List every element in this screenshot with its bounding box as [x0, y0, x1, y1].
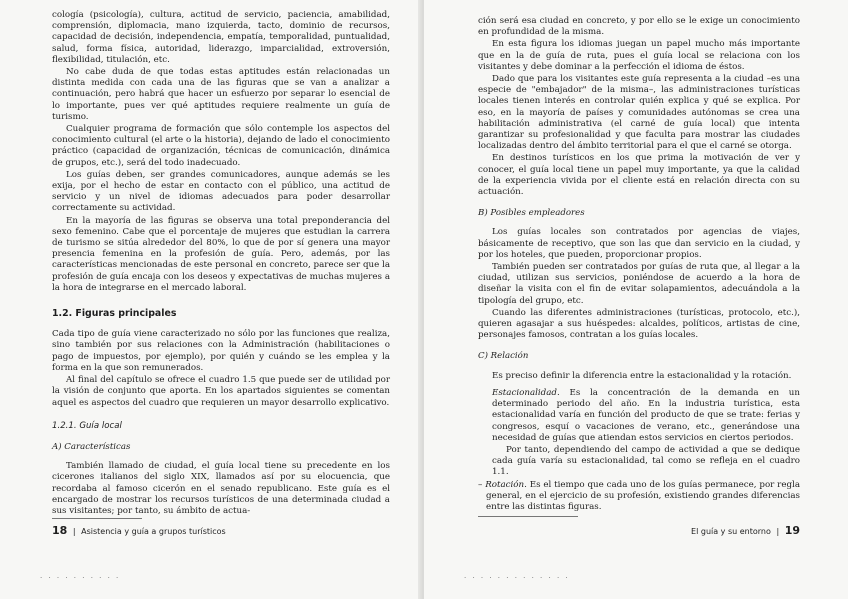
- definition-text: Es el tiempo que cada uno de los guías permanece, por regla general, en el ejercicio de su profesión, existiendo grandes diferencias entre las distintas figuras.: [486, 479, 800, 512]
- section-b-title: B) Posibles empleadores: [478, 208, 585, 219]
- right-text-column: [478, 16, 800, 514]
- scan-artifact: . . . . . . . . . . . . .: [464, 572, 570, 580]
- page-number: 19: [784, 524, 800, 537]
- paragraph: En esta figura los idiomas juegan un papel mucho más importante que en la de guía de ruta, pues el guía local se relaciona con los visitantes y debe dominar a la perfección el idioma de éstos.: [478, 39, 800, 72]
- definition-text: Es la concentración de la demanda en un determinado periodo del año. En la industria turística, esta estacionalidad varía en función del producto de que se trate: ferias y congresos, esquí o vacaciones de verano, etc., generándose una necesidad de guías que atiendan estos servicios en ciertos periodos.: [492, 387, 800, 443]
- paragraph: En la mayoría de las figuras se observa una total preponderancia del sexo femenino. Cabe que el porcentaje de mujeres que estudian la carrera de turismo se sitúa alrededor del 80%, lo que de por sí genera una mayor presencia femenina en la profesión de guía. Pero, además, por las características mencionadas de este personal en concreto, parece ser que la profesión de guía encaja con los deseos y expectativas de muchas mujeres a la hora de integrarse en el mercado laboral.: [52, 215, 390, 293]
- subsection-title: 1.2.1. Guía local: [52, 420, 122, 431]
- paragraph: ción será esa ciudad en concreto, y por ello se le exige un conocimiento en profundidad de la misma.: [478, 16, 800, 38]
- definition-text: Por tanto, dependiendo del campo de actividad a que se dedique cada guía varía su estacionalidad, tal como se refleja en el cuadro 1.1.: [492, 444, 800, 478]
- paragraph: cología (psicología), cultura, actitud de servicio, paciencia, amabilidad, comprensión, diplomacia, mano izquierda, tacto, dominio de recursos, capacidad de decisión, independencia, empatía, temporalidad, puntualidad, salud, forma física, autoridad, liderazgo, imparcialidad, extroversión, flexibilidad, titulación, etc.: [52, 10, 390, 65]
- footnote-rule: [52, 518, 142, 519]
- left-page: [0, 0, 420, 599]
- running-head: Asistencia y guía a grupos turísticos: [81, 527, 226, 536]
- paragraph: Cualquier programa de formación que sólo contemple los aspectos del conocimiento cultural (el arte o la historia), dejando de lado el conocimiento práctico (capacidad de organización, técnicas de comunicación, dinámica de grupos, etc.), será del todo inadecuado.: [52, 124, 390, 168]
- paragraph: Cada tipo de guía viene caracterizado no sólo por las funciones que realiza, sino también por sus relaciones con la Administración (habilitaciones o pago de impuestos, por ejemplo), por quién y cuándo se les emplea y la forma en la que son remunerados.: [52, 329, 390, 373]
- paragraph: Los guías deben, ser grandes comunicadores, aunque además se les exija, por el hecho de estar en contacto con el público, una actitud de servicio y un nivel de idiomas adecuados para poder desarrollar correctamente su actividad.: [52, 169, 390, 214]
- paragraph: Cuando las diferentes administraciones (turísticas, protocolo, etc.), quieren agasajar a sus huéspedes: alcaldes, políticos, artistas de cine, personajes famosos, contratan a los guías locales.: [478, 307, 800, 341]
- paragraph: También llamado de ciudad, el guía local tiene su precedente en los cicerones italianos del siglo XIX, llamados así por su elocuencia, que recordaba al famoso cicerón en el senado republicano. Este guía es el encargado de mostrar los recursos turísticos de una determinada ciudad a sus visitantes; por tanto, su ámbito de actua-: [52, 461, 390, 516]
- subsubsection-title: A) Características: [52, 441, 131, 452]
- page-number: 18: [52, 524, 68, 537]
- paragraph: También pueden ser contratados por guías de ruta que, al llegar a la ciudad, utilizan sus servicios, poniéndose de acuerdo a la hora de diseñar la visita con el fin de evitar solapamientos, adecuándola a la tipología del grupo, etc.: [478, 262, 800, 306]
- definition-rotacion: – Rotación. Es el tiempo que cada uno de los guías permanece, por regla general, en el ejercicio de su profesión, existiendo grandes diferencias entre las distintas figuras.: [478, 479, 800, 512]
- running-head: El guía y su entorno: [691, 527, 771, 536]
- paragraph: Dado que para los visitantes este guía representa a la ciudad –es una especie de "embajador" de la misma–, las administraciones turísticas locales tienen interés en controlar quién explica y qué se explica. Por eso, en la mayoría de países y comunidades autónomas se crea una habilitación administrativa (el carné de guía local) que intenta garantizar su profesionalidad y que faculta para mostrar las ciudades localizadas dentro del ámbito territorial para el que el carné se otorga.: [478, 74, 800, 152]
- left-footer: 18 | Asistencia y guía a grupos turísticos: [52, 524, 226, 537]
- right-footer: El guía y su entorno | 19: [691, 524, 800, 537]
- paragraph: No cabe duda de que todas estas aptitudes están relacionadas un distinta medida con cada una de las figuras que se van a analizar a continuación, pero habrá que hacer un esfuerzo por separar lo esencial de lo importante, pues ver qué aptitudes requiere realmente un guía de turismo.: [52, 67, 390, 122]
- right-page: [424, 0, 848, 599]
- definition-term: Estacionalidad.: [492, 387, 560, 398]
- definition-term: Rotación.: [485, 479, 527, 490]
- paragraph: Es preciso definir la diferencia entre la estacionalidad y la rotación.: [492, 370, 792, 381]
- paragraph: En destinos turísticos en los que prima la motivación de ver y conocer, el guía local tiene un papel muy importante, ya que la calidad de la experiencia vivida por el cliente está en relación directa con su actuación.: [478, 153, 800, 198]
- scan-artifact: . . . . . . . . . .: [40, 572, 121, 580]
- left-text-column: [52, 10, 390, 518]
- definition-estacionalidad: [492, 388, 800, 444]
- section-title: 1.2. Figuras principales: [52, 308, 177, 320]
- footnote-rule: [478, 516, 578, 517]
- definition-note: [492, 445, 800, 479]
- paragraph: Los guías locales son contratados por agencias de viajes, básicamente de receptivo, que son las que dan servicio en la ciudad, y por los hoteles, que pueden, proporcionar propios.: [478, 227, 800, 260]
- section-c-title: C) Relación: [478, 351, 529, 362]
- paragraph: Al final del capítulo se ofrece el cuadro 1.5 que puede ser de utilidad por la visión de conjunto que aporta. En los apartados siguientes se comentan aquel es aspectos del cuadro que requieren un mayor desarrollo explicativo.: [52, 375, 390, 408]
